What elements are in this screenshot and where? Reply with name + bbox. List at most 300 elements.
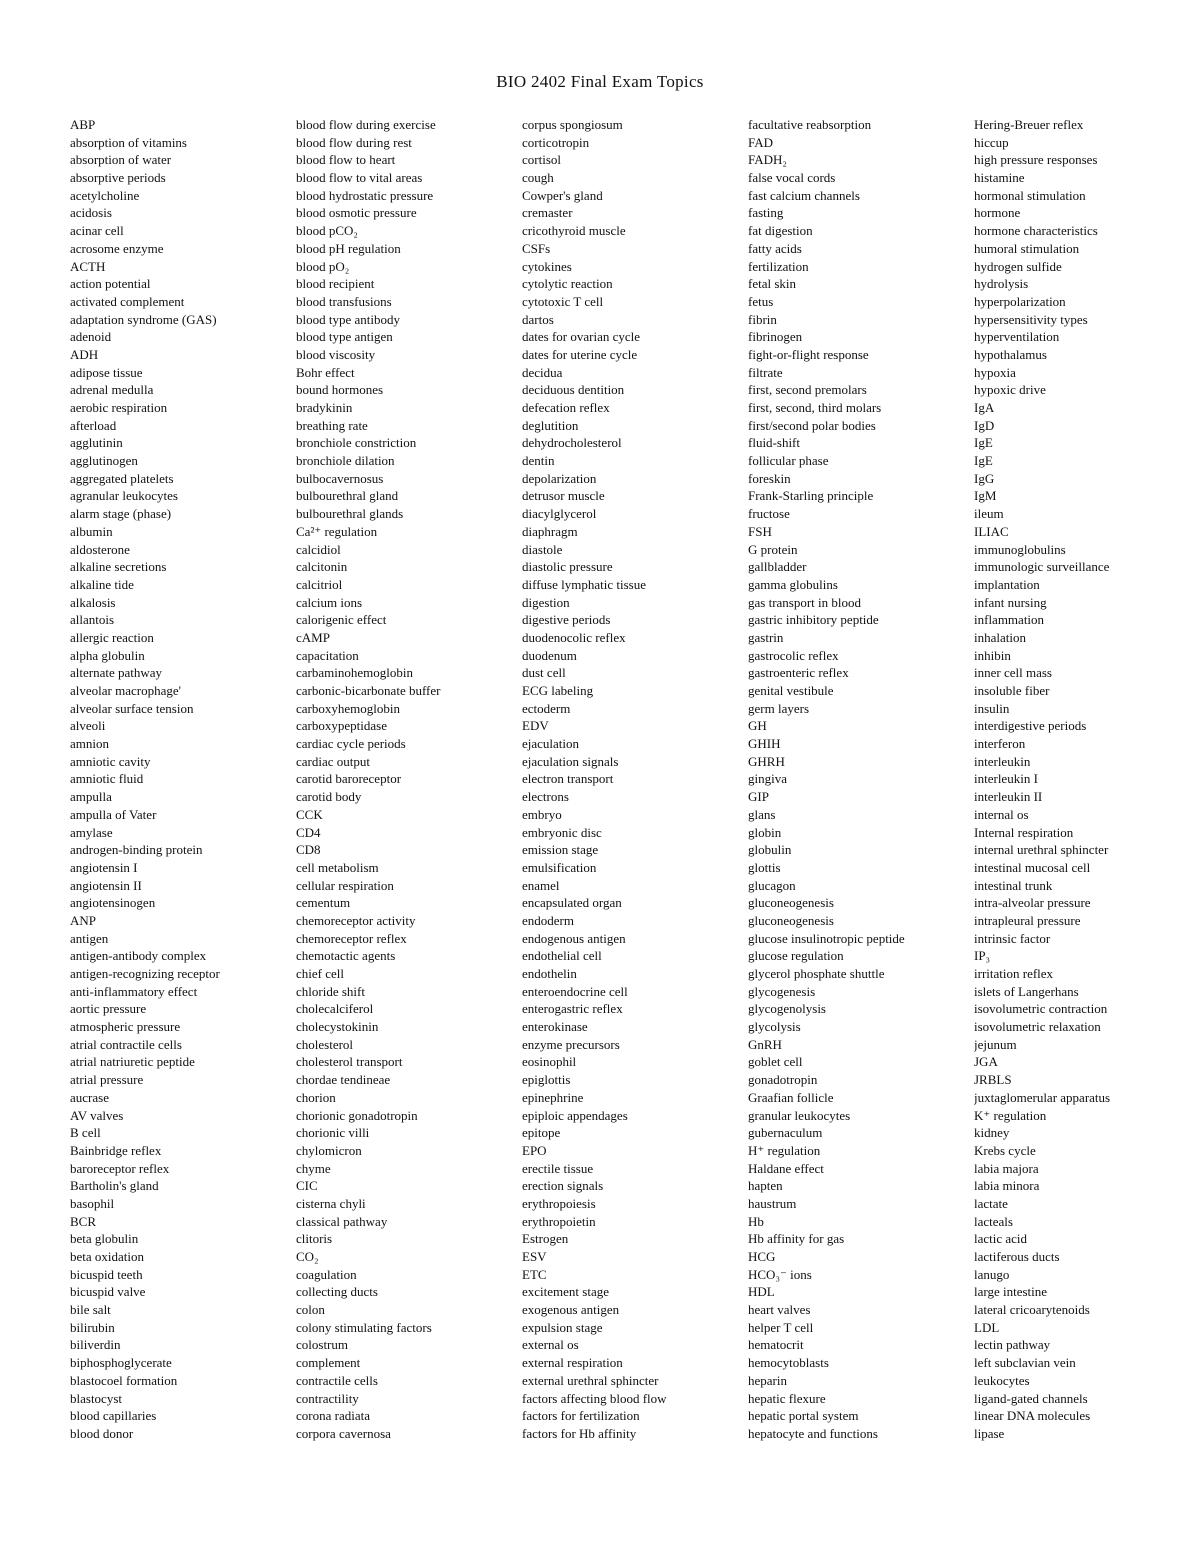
topic-item: glans — [748, 806, 776, 822]
topic-item: haustrum — [748, 1195, 797, 1211]
topic-item: glycerol phosphate shuttle — [748, 966, 885, 981]
topic-item: intrinsic factor — [974, 930, 1051, 946]
topic-item: goblet cell — [748, 1054, 803, 1070]
topic-item: immunoglobulins — [974, 541, 1066, 557]
topic-item: large intestine — [974, 1284, 1048, 1300]
topic-item: blood pH regulation — [296, 240, 401, 256]
topic-item: cough — [522, 170, 554, 186]
topic-item: interdigestive periods — [974, 718, 1087, 734]
topic-item: enzyme precursors — [522, 1036, 620, 1052]
topic-item: false vocal cords — [748, 170, 836, 186]
topic-item: bronchiole dilation — [296, 453, 395, 469]
topic-item: FSH — [748, 523, 772, 539]
topic-item: contractile cells — [296, 1372, 378, 1388]
topic-item: acrosome enzyme — [70, 240, 164, 256]
topic-item: first/second polar bodies — [748, 417, 876, 433]
topic-item: alpha globulin — [70, 647, 145, 663]
topic-item: first, second, third molars — [748, 400, 882, 415]
topic-item: antigen — [70, 930, 109, 946]
topic-item: diaphragm — [522, 523, 578, 539]
topic-item: lactic acid — [974, 1231, 1028, 1247]
topic-item: GH — [748, 718, 767, 734]
topic-item: HCG — [748, 1249, 776, 1264]
topic-item: AV valves — [70, 1107, 124, 1123]
topic-item: foreskin — [748, 470, 791, 486]
topic-item: chemoreceptor reflex — [296, 930, 407, 946]
topic-item: amniotic cavity — [70, 753, 151, 769]
topic-item: globulin — [748, 842, 792, 858]
topic-item: BCR — [70, 1213, 97, 1229]
topic-item: glucose insulinotropic peptide — [748, 930, 905, 946]
topic-item: ILIAC — [974, 523, 1009, 539]
topic-item: IgM — [974, 488, 997, 504]
topic-item: hydrolysis — [974, 276, 1029, 292]
topic-item: glucose regulation — [748, 948, 844, 964]
topic-item: K⁺ regulation — [974, 1107, 1047, 1123]
topic-item: chorionic gonadotropin — [296, 1107, 418, 1123]
topic-item: dentin — [522, 453, 555, 469]
topic-item: endogenous antigen — [522, 930, 626, 946]
topic-item: digestive periods — [522, 612, 611, 628]
topic-item: embryo — [522, 806, 562, 822]
topic-item: cholesterol — [296, 1036, 354, 1052]
topic-item: glycogenolysis — [748, 1001, 826, 1017]
topic-item: bilirubin — [70, 1319, 115, 1335]
topic-item: classical pathway — [296, 1213, 388, 1229]
topic-item: calcidiol — [296, 541, 341, 557]
topic-item: enamel — [522, 877, 560, 893]
topic-item: bronchiole constriction — [296, 435, 417, 451]
topic-item: epitope — [522, 1125, 561, 1141]
topic-item: dates for ovarian cycle — [522, 329, 641, 345]
topic-item: chemotactic agents — [296, 948, 396, 964]
topic-item: alkalosis — [70, 594, 116, 610]
topic-item: cell metabolism — [296, 859, 379, 875]
topic-item: aggregated platelets — [70, 470, 174, 486]
topic-item: B cell — [70, 1125, 101, 1141]
topic-item: action potential — [70, 276, 151, 292]
topic-item: calcium ions — [296, 594, 363, 610]
topic-item: labia majora — [974, 1160, 1039, 1176]
topic-item: corona radiata — [296, 1408, 370, 1424]
topic-item: ampulla — [70, 789, 112, 805]
topic-item: erectile tissue — [522, 1160, 594, 1176]
topic-item: histamine — [974, 170, 1025, 186]
topic-item: bicuspid valve — [70, 1284, 146, 1300]
topic-item: high pressure responses — [974, 152, 1098, 168]
topic-item: cytokines — [522, 258, 572, 274]
topic-item: gastric inhibitory peptide — [748, 612, 879, 628]
topic-column-3 — [522, 116, 744, 1443]
topic-item: calcitriol — [296, 576, 343, 592]
topic-item: beta globulin — [70, 1231, 139, 1247]
topic-item: lactiferous ducts — [974, 1249, 1060, 1264]
topic-item: interleukin — [974, 753, 1031, 769]
topic-item: aerobic respiration — [70, 400, 168, 415]
topic-item: colostrum — [296, 1337, 348, 1353]
topic-item: colon — [296, 1302, 325, 1318]
topic-item: bicuspid teeth — [70, 1266, 143, 1282]
topic-item: external urethral sphincter — [522, 1372, 659, 1388]
topic-item: albumin — [70, 523, 113, 539]
topic-item: cellular respiration — [296, 877, 394, 893]
topic-item: absorptive periods — [70, 170, 166, 186]
topic-item: hiccup — [974, 134, 1009, 150]
topic-item: glottis — [748, 859, 781, 875]
topic-item: fight-or-flight response — [748, 346, 869, 362]
topic-item: angiotensinogen — [70, 895, 156, 911]
topic-item: hypoxia — [974, 364, 1016, 380]
topic-item: interleukin I — [974, 771, 1038, 787]
topic-item: ANP — [70, 912, 97, 928]
topic-item: enterokinase — [522, 1019, 588, 1035]
topic-item: fertilization — [748, 258, 809, 274]
topic-item: digestion — [522, 594, 570, 610]
topic-item: antigen-antibody complex — [70, 948, 207, 964]
topic-item: cementum — [296, 895, 351, 911]
topic-item: chylomicron — [296, 1142, 362, 1158]
topic-item: hyperventilation — [974, 329, 1060, 345]
topic-item: follicular phase — [748, 453, 829, 469]
topic-item: Estrogen — [522, 1231, 569, 1247]
topic-item: agranular leukocytes — [70, 488, 178, 504]
topic-item: factors for fertilization — [522, 1408, 640, 1424]
topic-item: fructose — [748, 506, 790, 522]
topic-item: intestinal trunk — [974, 877, 1053, 893]
topic-item: depolarization — [522, 470, 597, 486]
topic-item: gastroenteric reflex — [748, 665, 849, 681]
topic-item: dehydrocholesterol — [522, 435, 622, 451]
topic-item: fast calcium channels — [748, 187, 860, 203]
topic-item: hypoxic drive — [974, 382, 1046, 398]
topic-item: EDV — [522, 718, 549, 734]
topic-item: cremaster — [522, 205, 573, 221]
topic-item: gingiva — [748, 771, 787, 787]
topic-item: hemocytoblasts — [748, 1355, 829, 1371]
topic-item: GHIH — [748, 736, 781, 752]
topic-item: IgE — [974, 453, 993, 469]
topic-item: cardiac output — [296, 753, 370, 769]
topic-item: implantation — [974, 576, 1040, 592]
topic-item: capacitation — [296, 647, 359, 663]
topic-column-1 — [70, 116, 292, 1443]
topic-item: cardiac cycle periods — [296, 736, 406, 752]
topic-item: CIC — [296, 1178, 318, 1194]
topic-item: blood recipient — [296, 276, 375, 292]
topic-item: diacylglycerol — [522, 506, 597, 522]
topic-item: alveolar macrophage' — [70, 683, 181, 698]
topic-item: leukocytes — [974, 1372, 1030, 1388]
topic-item: basophil — [70, 1195, 115, 1211]
topic-item: cytotoxic T cell — [522, 293, 604, 309]
topic-item: lipase — [974, 1425, 1005, 1441]
topic-item: antigen-recognizing receptor — [70, 966, 220, 981]
topic-item: cAMP — [296, 629, 330, 645]
topic-item: IgE — [974, 435, 993, 451]
topic-item: beta oxidation — [70, 1249, 145, 1264]
topic-item: endothelial cell — [522, 948, 602, 964]
topic-item: blastocoel formation — [70, 1372, 178, 1388]
topic-item: alveoli — [70, 718, 106, 734]
topic-item: defecation reflex — [522, 400, 610, 415]
topic-item: diastolic pressure — [522, 559, 613, 575]
topic-item: cricothyroid muscle — [522, 223, 626, 239]
topic-item: chyme — [296, 1160, 331, 1176]
topic-item: internal urethral sphincter — [974, 842, 1109, 858]
topic-item: insoluble fiber — [974, 683, 1050, 698]
topic-item: isovolumetric relaxation — [974, 1019, 1101, 1035]
topic-item: blood type antibody — [296, 311, 400, 327]
topic-item: emulsification — [522, 859, 597, 875]
topic-item: inhalation — [974, 629, 1026, 645]
topic-item: hydrogen sulfide — [974, 258, 1062, 274]
topic-item: electron transport — [522, 771, 614, 787]
topic-item: deciduous dentition — [522, 382, 625, 398]
topic-item: hepatic flexure — [748, 1390, 826, 1406]
topic-item: external respiration — [522, 1355, 623, 1371]
topic-item: duodenum — [522, 647, 577, 663]
topic-item: chorionic villi — [296, 1125, 370, 1141]
topic-item: GHRH — [748, 753, 785, 769]
topic-item: calorigenic effect — [296, 612, 387, 628]
topic-item: epiglottis — [522, 1072, 571, 1088]
topic-item: cholecystokinin — [296, 1019, 379, 1035]
topic-item: Bohr effect — [296, 364, 355, 380]
topic-item: Hb — [748, 1213, 764, 1229]
topic-item: isovolumetric contraction — [974, 1001, 1108, 1017]
topic-item: anti-inflammatory effect — [70, 983, 198, 999]
topic-item: germ layers — [748, 700, 810, 716]
topic-item: breathing rate — [296, 417, 368, 433]
topic-item: Ca²⁺ regulation — [296, 523, 378, 539]
topic-item: H⁺ regulation — [748, 1142, 821, 1158]
topic-item: enterogastric reflex — [522, 1001, 623, 1017]
topic-item: enteroendocrine cell — [522, 983, 628, 999]
topic-item: gastrin — [748, 629, 784, 645]
topic-item: duodenocolic reflex — [522, 629, 626, 645]
topic-item: atmospheric pressure — [70, 1019, 181, 1035]
topic-column-5 — [974, 116, 1196, 1443]
topic-item: clitoris — [296, 1231, 333, 1247]
topic-item: ESV — [522, 1249, 547, 1264]
topic-item: cisterna chyli — [296, 1195, 366, 1211]
topic-item: fibrinogen — [748, 329, 803, 345]
topic-item: Krebs cycle — [974, 1142, 1036, 1158]
topic-item: insulin — [974, 700, 1010, 716]
topic-item: GnRH — [748, 1036, 782, 1052]
topic-item: bulbourethral glands — [296, 506, 404, 522]
topic-item: intestinal mucosal cell — [974, 859, 1091, 875]
topic-item: collecting ducts — [296, 1284, 378, 1300]
topic-item: hepatocyte and functions — [748, 1425, 878, 1441]
topic-item: factors affecting blood flow — [522, 1390, 667, 1406]
topic-item: fetus — [748, 293, 774, 309]
topic-item: hypersensitivity types — [974, 311, 1088, 327]
topic-item: agglutinin — [70, 435, 123, 451]
topic-item: IP₃ — [974, 948, 991, 964]
topic-item: alkaline secretions — [70, 559, 167, 575]
topic-item: expulsion stage — [522, 1319, 603, 1335]
topic-item: irritation reflex — [974, 966, 1054, 981]
topic-item: G protein — [748, 541, 798, 557]
topic-item: blood donor — [70, 1425, 134, 1441]
topic-item: heart valves — [748, 1302, 811, 1318]
topic-item: carbaminohemoglobin — [296, 665, 413, 681]
topic-item: hypothalamus — [974, 346, 1047, 362]
topic-item: angiotensin I — [70, 859, 138, 875]
topic-item: angiotensin II — [70, 877, 142, 893]
topic-item: ligand-gated channels — [974, 1390, 1088, 1406]
topic-item: gluconeogenesis — [748, 912, 834, 928]
topic-item: fibrin — [748, 311, 777, 327]
topic-item: lanugo — [974, 1266, 1010, 1282]
topic-item: lectin pathway — [974, 1337, 1051, 1353]
topic-item: linear DNA molecules — [974, 1408, 1091, 1424]
topic-item: gluconeogenesis — [748, 895, 834, 911]
topic-item: allergic reaction — [70, 629, 154, 645]
topic-item: Hering-Breuer reflex — [974, 117, 1084, 132]
topic-item: first, second premolars — [748, 382, 867, 398]
topic-item: epiploic appendages — [522, 1107, 628, 1123]
topic-item: gas transport in blood — [748, 594, 862, 610]
topic-item: bile salt — [70, 1302, 111, 1318]
topic-column-2 — [296, 116, 518, 1443]
topic-item: genital vestibule — [748, 683, 834, 698]
topic-item: Bainbridge reflex — [70, 1142, 162, 1158]
topic-item: lactate — [974, 1195, 1008, 1211]
topic-item: fatty acids — [748, 240, 802, 256]
topic-item: facultative reabsorption — [748, 117, 872, 132]
topic-item: islets of Langerhans — [974, 983, 1079, 999]
topic-item: acinar cell — [70, 223, 124, 239]
topic-item: dartos — [522, 311, 554, 327]
topic-item: CO₂ — [296, 1249, 319, 1264]
topic-item: biphosphoglycerate — [70, 1355, 172, 1371]
topic-item: carotid body — [296, 789, 362, 805]
topic-item: diffuse lymphatic tissue — [522, 576, 646, 592]
topic-item: hyperpolarization — [974, 293, 1066, 309]
topic-item: Hb affinity for gas — [748, 1231, 845, 1247]
topic-item: bound hormones — [296, 382, 384, 398]
topic-item: fetal skin — [748, 276, 797, 292]
topic-item: factors for Hb affinity — [522, 1425, 637, 1441]
topic-item: bradykinin — [296, 400, 353, 415]
topic-item: allantois — [70, 612, 115, 628]
topic-item: gastrocolic reflex — [748, 647, 839, 663]
topic-item: biliverdin — [70, 1337, 121, 1353]
topic-item: JRBLS — [974, 1072, 1012, 1088]
topic-item: chemoreceptor activity — [296, 912, 416, 928]
topic-item: immunologic surveillance — [974, 559, 1110, 575]
topic-item: inner cell mass — [974, 665, 1052, 681]
topic-item: complement — [296, 1355, 361, 1371]
topic-item: corpus spongiosum — [522, 117, 623, 132]
topic-item: cholecalciferol — [296, 1001, 374, 1017]
topic-item: alveolar surface tension — [70, 700, 194, 716]
topic-item: jejunum — [974, 1036, 1017, 1052]
topic-item: gonadotropin — [748, 1072, 818, 1088]
topic-item: acidosis — [70, 205, 112, 221]
topic-item: carboxyhemoglobin — [296, 700, 400, 716]
topic-item: calcitonin — [296, 559, 348, 575]
topic-item: Bartholin's gland — [70, 1178, 159, 1194]
topic-item: eosinophil — [522, 1054, 577, 1070]
topic-item: lateral cricoarytenoids — [974, 1302, 1090, 1318]
topic-item: JGA — [974, 1054, 998, 1070]
topic-item: blood type antigen — [296, 329, 393, 345]
topic-item: atrial contractile cells — [70, 1036, 182, 1052]
topic-item: cytolytic reaction — [522, 276, 613, 292]
topic-item: blood flow to vital areas — [296, 170, 423, 186]
topic-item: ileum — [974, 506, 1004, 522]
topic-item: internal os — [974, 806, 1029, 822]
topic-item: blood hydrostatic pressure — [296, 187, 434, 203]
topic-item: FADH₂ — [748, 152, 787, 168]
topic-item: IgA — [974, 400, 995, 415]
topic-item: alarm stage (phase) — [70, 506, 172, 522]
topic-item: hormone — [974, 205, 1021, 221]
topic-item: blood transfusions — [296, 293, 392, 309]
topic-item: HDL — [748, 1284, 775, 1300]
topic-item: CCK — [296, 806, 323, 822]
topic-item: blood flow during rest — [296, 134, 412, 150]
topic-item: glycogenesis — [748, 983, 816, 999]
topic-item: Haldane effect — [748, 1160, 824, 1176]
topic-item: erythropoietin — [522, 1213, 596, 1229]
topic-item: afterload — [70, 417, 117, 433]
topic-item: intrapleural pressure — [974, 912, 1081, 928]
topic-item: granular leukocytes — [748, 1107, 851, 1123]
topic-item: carotid baroreceptor — [296, 771, 402, 787]
topic-item: corpora cavernosa — [296, 1425, 391, 1441]
topic-item: ejaculation — [522, 736, 580, 752]
topic-item: endoderm — [522, 912, 574, 928]
topic-item: blood osmotic pressure — [296, 205, 417, 221]
topic-item: gamma globulins — [748, 576, 838, 592]
topic-item: ETC — [522, 1266, 547, 1282]
page-title: BIO 2402 Final Exam Topics — [496, 72, 704, 91]
topic-item: ABP — [70, 117, 96, 132]
topic-item: blood capillaries — [70, 1408, 157, 1424]
topic-item: excitement stage — [522, 1284, 609, 1300]
topic-item: left subclavian vein — [974, 1355, 1076, 1371]
topic-item: hapten — [748, 1178, 783, 1194]
topic-item: epinephrine — [522, 1089, 584, 1105]
topic-item: GIP — [748, 789, 769, 805]
topic-item: alternate pathway — [70, 665, 163, 681]
topic-item: carbonic-bicarbonate buffer — [296, 683, 441, 698]
topic-item: blood flow during exercise — [296, 117, 436, 132]
topic-item: colony stimulating factors — [296, 1319, 432, 1335]
topic-item: interferon — [974, 736, 1026, 752]
topic-item: HCO₃⁻ ions — [748, 1266, 812, 1282]
topic-item: coagulation — [296, 1266, 357, 1282]
topic-item: labia minora — [974, 1178, 1040, 1194]
topic-item: fat digestion — [748, 223, 813, 239]
topic-item: blastocyst — [70, 1390, 122, 1406]
topic-item: CD4 — [296, 824, 321, 840]
topic-item: absorption of water — [70, 152, 172, 168]
topic-item: helper T cell — [748, 1319, 814, 1335]
topic-item: blood pCO₂ — [296, 223, 358, 239]
topic-item: deglutition — [522, 417, 579, 433]
topic-item: Cowper's gland — [522, 187, 603, 203]
topic-item: humoral stimulation — [974, 240, 1080, 256]
topic-item: intra-alveolar pressure — [974, 895, 1091, 911]
topic-item: hematocrit — [748, 1337, 804, 1353]
topic-item: LDL — [974, 1319, 1000, 1335]
topic-item: ejaculation signals — [522, 753, 619, 769]
